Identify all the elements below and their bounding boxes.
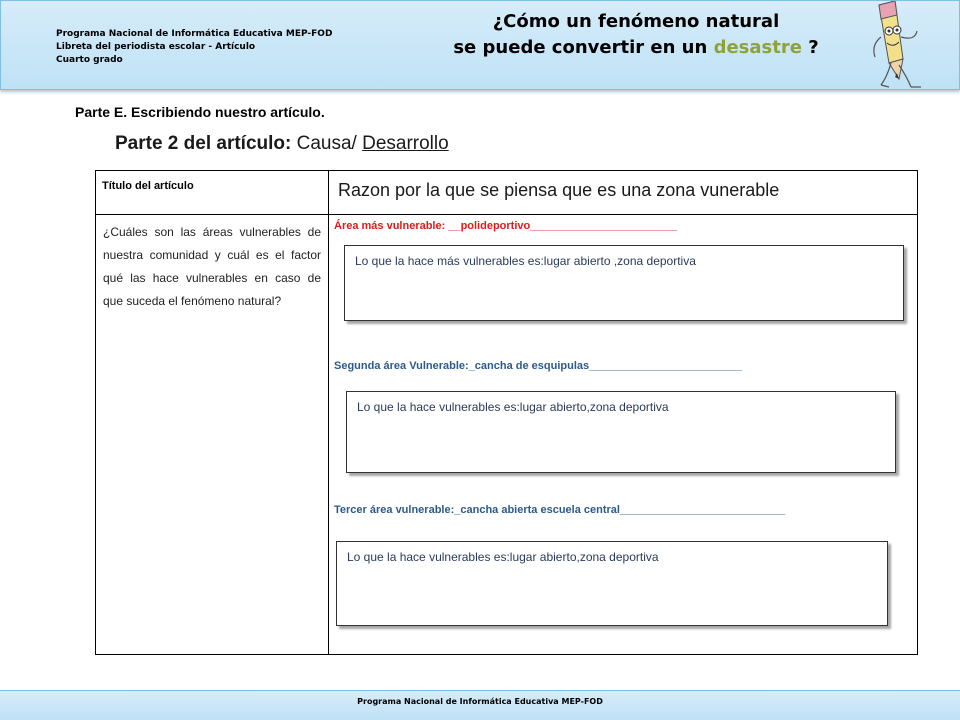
reason-box-1[interactable] — [344, 245, 904, 321]
area-label-3: Tercer área vulnerable:_cancha abierta escuela central___________________________ — [334, 504, 786, 516]
article-title-label: Título del artículo — [102, 180, 194, 192]
title-line-2 — [431, 35, 841, 61]
title-line-1: ¿Cómo un fenómeno natural — [492, 11, 780, 32]
footer-band — [0, 690, 960, 720]
part-heading — [115, 133, 449, 155]
page-title — [431, 9, 841, 61]
title-accent-word: desastre — [713, 37, 802, 58]
part-heading-underlined: Desarrollo — [362, 133, 449, 154]
grade-label: Cuarto grado — [56, 55, 123, 65]
reason-box-2[interactable] — [346, 391, 896, 473]
header-band — [0, 0, 960, 90]
section-label: Parte E. Escribiendo nuestro artículo. — [75, 104, 325, 120]
pencil-mascot-icon — [859, 1, 929, 91]
area-label-2: Segunda área Vulnerable:_cancha de esquipulas_________________________ — [334, 360, 743, 372]
vulnerable-areas-question: ¿Cuáles son las áreas vulnerables de nuestra comunidad y cuál es el factor qué las hace vulnerables en caso de que suceda el fenómeno natural? — [103, 225, 321, 308]
area-label-1: Área más vulnerable: __polideportivo________________________ — [334, 220, 678, 232]
article-title-value[interactable]: Razon por la que se piensa que es una zona vunerable — [338, 180, 780, 200]
title-line-2-suffix: ? — [801, 37, 819, 58]
article-table — [95, 170, 918, 655]
reason-text-2: Lo que la hace vulnerables es:lugar abierto,zona deportiva — [357, 400, 669, 414]
row-divider — [96, 214, 917, 215]
reason-box-3[interactable] — [336, 541, 888, 626]
reason-text-1: Lo que la hace más vulnerables es:lugar abierto ,zona deportiva — [355, 254, 696, 268]
part-heading-bold: Parte 2 del artículo: — [115, 133, 292, 154]
reason-text-3: Lo que la hace vulnerables es:lugar abierto,zona deportiva — [347, 550, 659, 564]
column-divider — [328, 171, 329, 654]
program-name: Programa Nacional de Informática Educativa MEP-FOD — [56, 29, 333, 39]
title-line-2-prefix: se puede convertir en un — [453, 37, 714, 58]
part-heading-normal: Causa/ — [291, 133, 363, 154]
footer-text: Programa Nacional de Informática Educativa MEP-FOD — [357, 697, 603, 706]
notebook-name: Libreta del periodista escolar - Artículo — [56, 42, 256, 52]
program-info — [56, 28, 332, 67]
